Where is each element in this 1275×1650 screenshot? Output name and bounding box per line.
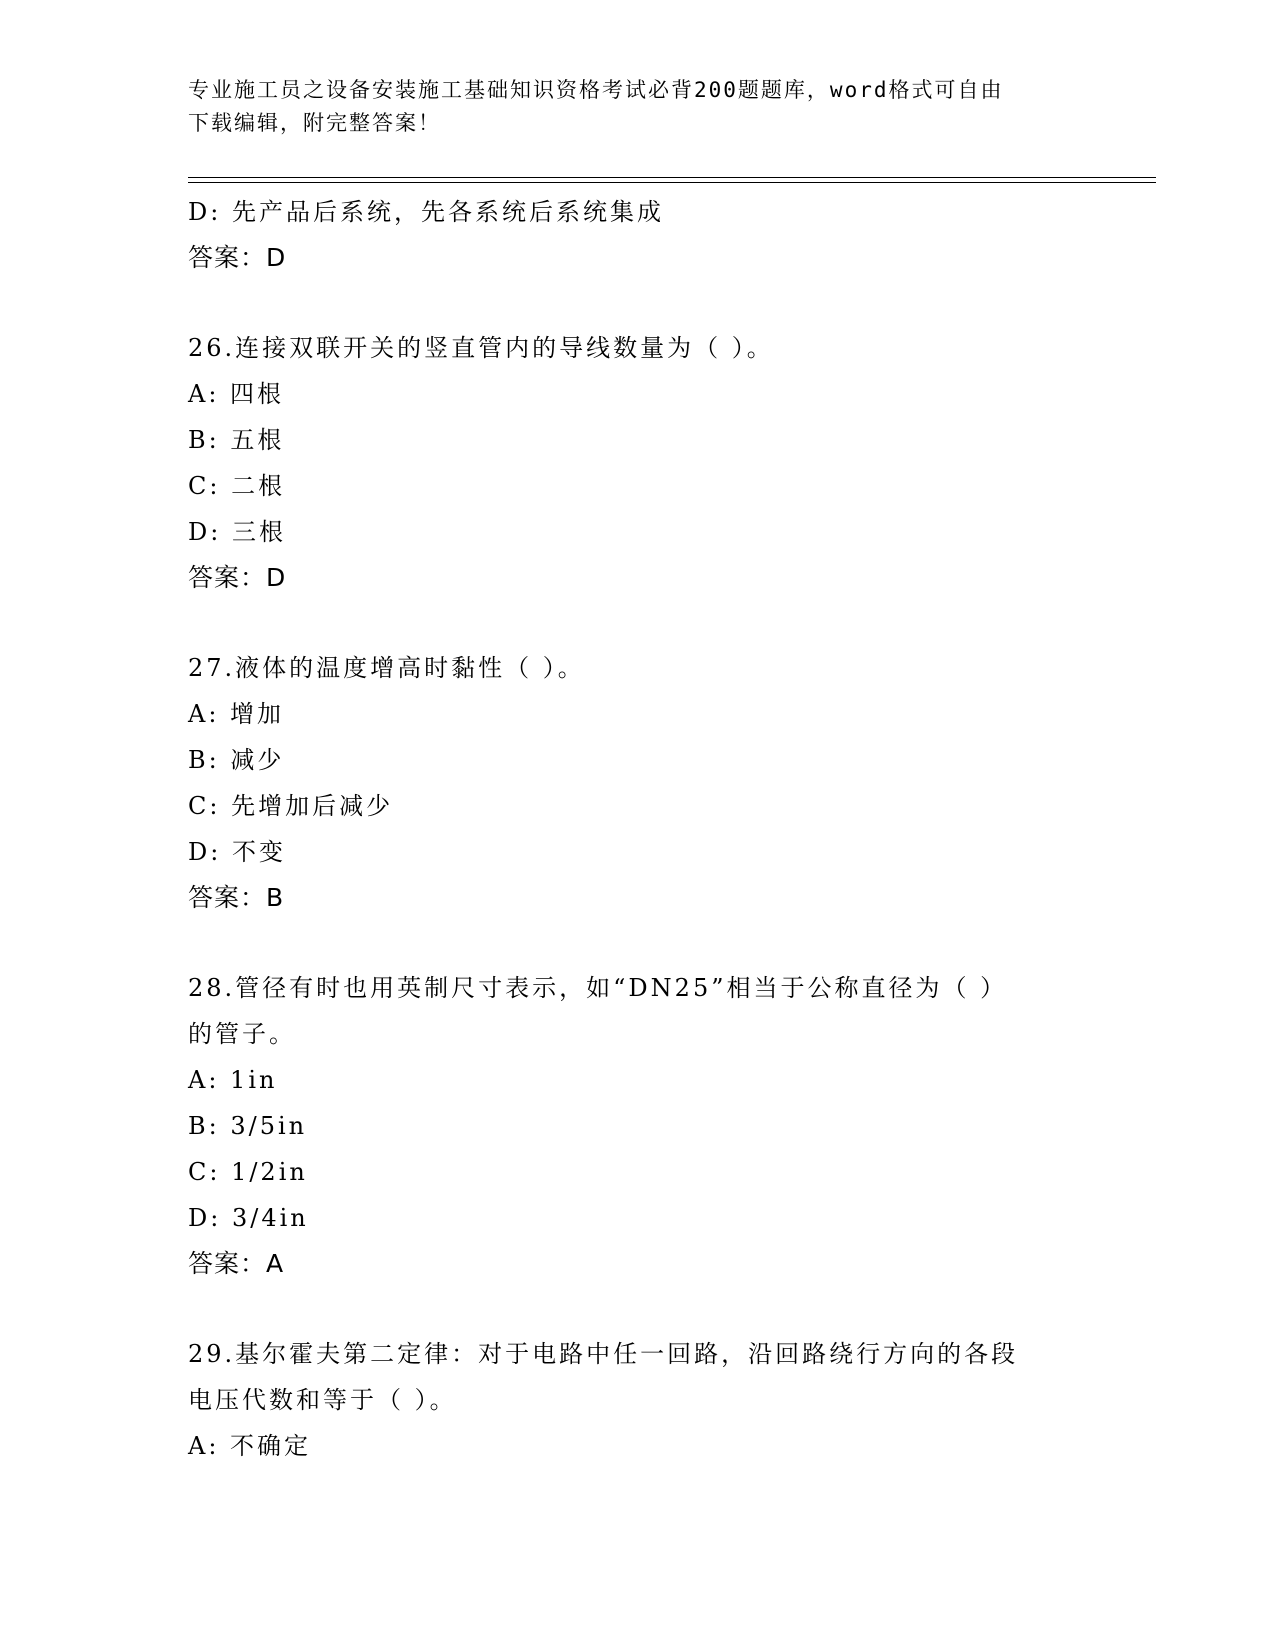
question-stem: 29.基尔霍夫第二定律：对于电路中任一回路，沿回路绕行方向的各段 xyxy=(188,1340,1019,1368)
question-stem: 27.液体的温度增高时黏性（ ）。 xyxy=(188,654,585,682)
question-list xyxy=(188,189,1088,1469)
header-divider-bottom xyxy=(188,182,1156,183)
question-spacer xyxy=(188,1287,1088,1331)
option-a: A: 不确定 xyxy=(188,1432,312,1460)
question-28 xyxy=(188,965,1088,1287)
header-divider-top xyxy=(188,177,1156,178)
question-spacer xyxy=(188,281,1088,325)
option-d: D: 不变 xyxy=(188,838,286,866)
option-a: A: 增加 xyxy=(188,700,285,728)
question-spacer xyxy=(188,921,1088,965)
option-d: D: 先产品后系统，先各系统后系统集成 xyxy=(188,198,664,226)
option-b: B: 五根 xyxy=(188,426,285,454)
answer-line: 答案：B xyxy=(188,883,285,912)
answer-line: 答案：A xyxy=(188,1249,285,1278)
question-stem-continued: 的管子。 xyxy=(188,1020,296,1048)
document-header xyxy=(188,74,1068,140)
option-c: C: 先增加后减少 xyxy=(188,792,394,820)
question-27 xyxy=(188,645,1088,921)
question-stem: 26.连接双联开关的竖直管内的导线数量为（ ）。 xyxy=(188,334,774,362)
option-b: B: 3/5in xyxy=(188,1112,308,1140)
option-d: D: 3/4in xyxy=(188,1204,309,1232)
option-c: C: 二根 xyxy=(188,472,286,500)
question-stem-continued: 电压代数和等于（ ）。 xyxy=(188,1386,457,1414)
question-26 xyxy=(188,325,1088,601)
answer-line: 答案：D xyxy=(188,243,287,272)
question-stem: 28.管径有时也用英制尺寸表示，如“DN25”相当于公称直径为（ ） xyxy=(188,974,1008,1002)
header-line-2: 下载编辑，附完整答案！ xyxy=(188,111,441,135)
question-29 xyxy=(188,1331,1088,1469)
option-b: B: 减少 xyxy=(188,746,285,774)
header-line-1: 专业施工员之设备安装施工基础知识资格考试必背200题题库，word格式可自由 xyxy=(188,78,1004,102)
question-spacer xyxy=(188,601,1088,645)
option-a: A: 1in xyxy=(188,1066,278,1094)
option-c: C: 1/2in xyxy=(188,1158,308,1186)
option-a: A: 四根 xyxy=(188,380,285,408)
answer-line: 答案：D xyxy=(188,563,287,592)
option-d: D: 三根 xyxy=(188,518,286,546)
